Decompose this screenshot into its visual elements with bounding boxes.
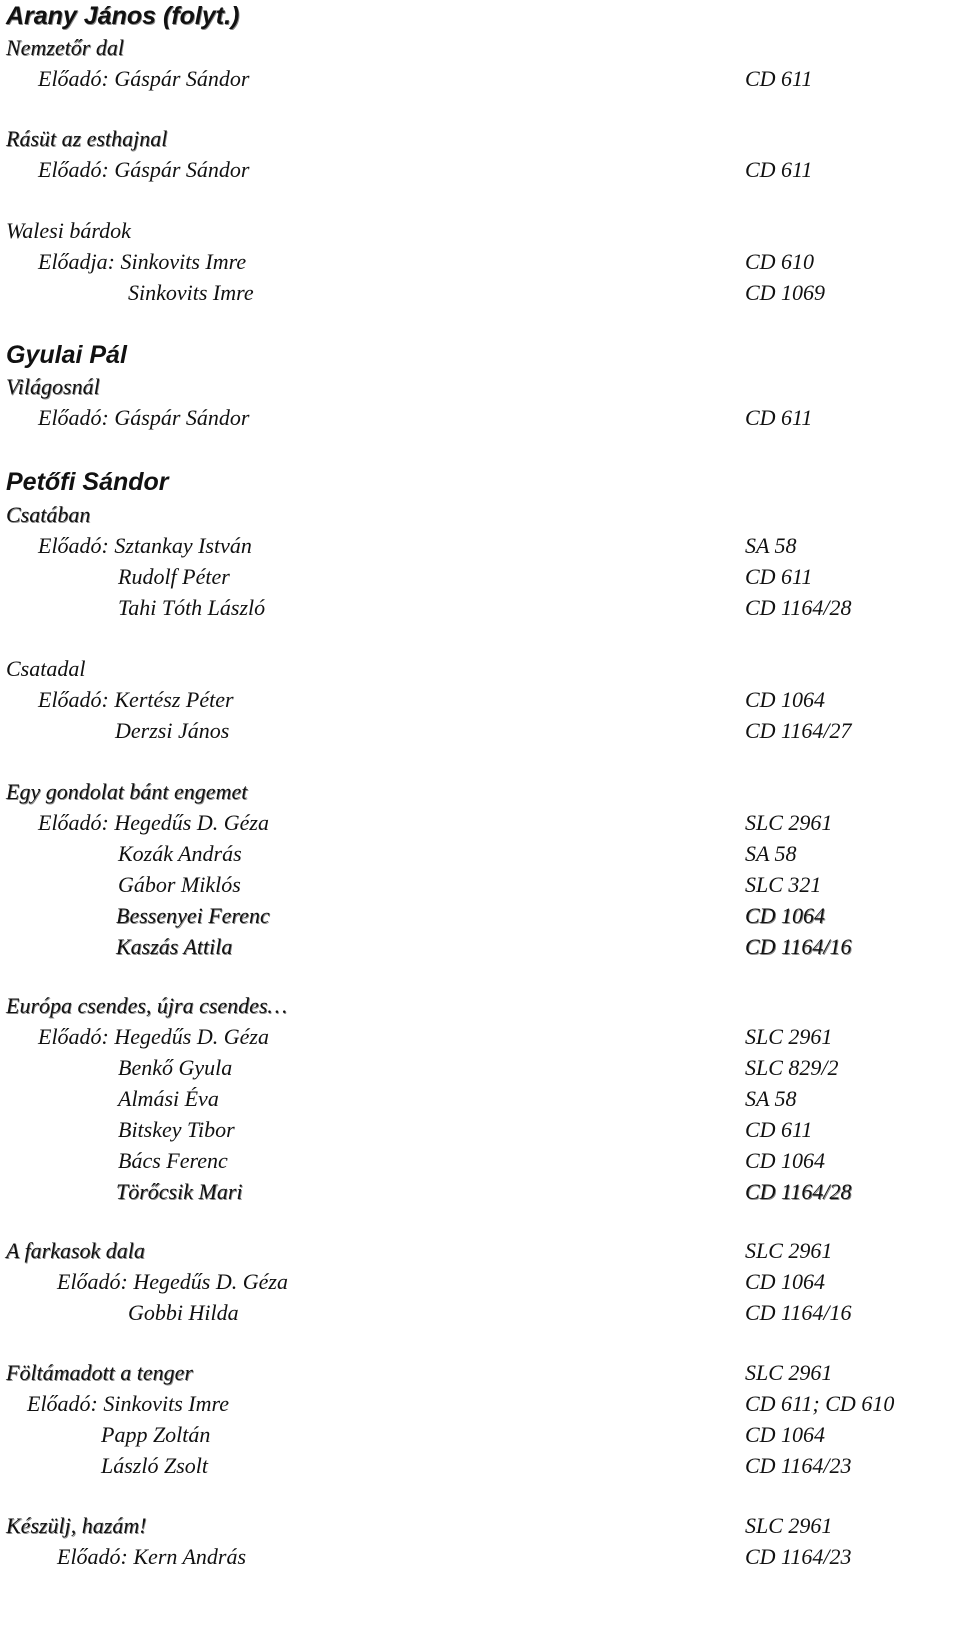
poem-title: Föltámadott a tenger	[6, 1360, 193, 1385]
performer: László Zsolt	[101, 1453, 208, 1478]
performer: Előadó: Gáspár Sándor	[38, 405, 250, 430]
performer: Papp Zoltán	[101, 1422, 211, 1447]
catalog-code: CD 1164/27	[745, 718, 852, 743]
catalog-code: SLC 2961	[745, 1513, 833, 1538]
performer: Benkő Gyula	[118, 1055, 233, 1080]
catalog-code: CD 1064	[745, 1148, 826, 1173]
catalog-code: CD 611	[745, 564, 813, 589]
performer: Előadó: Gáspár Sándor	[38, 66, 250, 91]
poem-title: Rásüt az esthajnal	[6, 126, 168, 151]
catalog-code: SLC 2961	[745, 1024, 833, 1049]
catalog-code: CD 1164/28	[745, 595, 852, 620]
catalog-code: SA 58	[745, 1086, 797, 1111]
poem-title: Nemzetőr dal	[6, 35, 124, 60]
performer: Derzsi János	[115, 718, 230, 743]
performer: Előadó: Kern András	[57, 1544, 247, 1569]
catalog-code: CD 1164/23	[745, 1453, 852, 1478]
performer: Előadó: Hegedűs D. Géza	[57, 1269, 288, 1294]
catalog-code: CD 1164/16	[745, 1300, 852, 1325]
catalog-code: CD 1164/16	[745, 934, 852, 959]
poem-title: Csatában	[6, 502, 91, 527]
performer: Előadó: Gáspár Sándor	[38, 157, 250, 182]
performer: Almási Éva	[118, 1086, 219, 1111]
performer: Rudolf Péter	[118, 564, 230, 589]
catalog-code: SLC 829/2	[745, 1055, 839, 1080]
catalog-code: SLC 2961	[745, 810, 833, 835]
catalog-code: CD 1064	[745, 1422, 826, 1447]
catalog-code: SA 58	[745, 841, 797, 866]
catalog-code: CD 1064	[745, 903, 826, 928]
performer: Bessenyei Ferenc	[116, 903, 270, 928]
performer: Gábor Miklós	[118, 872, 241, 897]
performer: Előadó: Sinkovits Imre	[27, 1391, 230, 1416]
performer: Tahi Tóth László	[118, 595, 266, 620]
performer: Bács Ferenc	[118, 1148, 228, 1173]
catalog-code: SA 58	[745, 533, 797, 558]
poem-title: Készülj, hazám!	[6, 1513, 147, 1538]
poem-title: Egy gondolat bánt engemet	[6, 779, 248, 804]
performer: Sinkovits Imre	[128, 280, 254, 305]
poem-title: Világosnál	[6, 374, 100, 399]
performer: Kaszás Attila	[116, 934, 233, 959]
catalog-code: CD 611	[745, 157, 813, 182]
catalog-code: CD 611	[745, 66, 813, 91]
performer: Előadja: Sinkovits Imre	[38, 249, 247, 274]
poem-title: Walesi bárdok	[6, 218, 131, 243]
catalog-code: CD 611	[745, 1117, 813, 1142]
catalog-code: CD 610	[745, 249, 815, 274]
catalog-code: SLC 2961	[745, 1360, 833, 1385]
performer: Gobbi Hilda	[128, 1300, 239, 1325]
performer: Előadó: Hegedűs D. Géza	[38, 810, 269, 835]
author-heading-gyulai: Gyulai Pál	[6, 341, 127, 369]
catalog-code: CD 611; CD 610	[745, 1391, 895, 1416]
author-heading-arany: Arany János (folyt.)	[6, 2, 240, 30]
performer: Előadó: Kertész Péter	[38, 687, 234, 712]
performer: Előadó: Sztankay István	[38, 533, 252, 558]
poem-title: Csatadal	[6, 656, 86, 681]
catalog-code: CD 1069	[745, 280, 826, 305]
catalog-code: CD 1064	[745, 687, 826, 712]
catalog-code: CD 611	[745, 405, 813, 430]
catalog-code: CD 1164/28	[745, 1179, 852, 1204]
poem-title: Európa csendes, újra csendes…	[6, 993, 288, 1018]
catalog-code: CD 1064	[745, 1269, 826, 1294]
author-heading-petofi: Petőfi Sándor	[6, 468, 169, 496]
catalog-code: SLC 321	[745, 872, 822, 897]
performer: Bitskey Tibor	[118, 1117, 235, 1142]
catalog-code: CD 1164/23	[745, 1544, 852, 1569]
performer: Kozák András	[118, 841, 242, 866]
poem-title: A farkasok dala	[6, 1238, 145, 1263]
performer: Törőcsik Mari	[116, 1179, 243, 1204]
performer: Előadó: Hegedűs D. Géza	[38, 1024, 269, 1049]
catalog-code: SLC 2961	[745, 1238, 833, 1263]
